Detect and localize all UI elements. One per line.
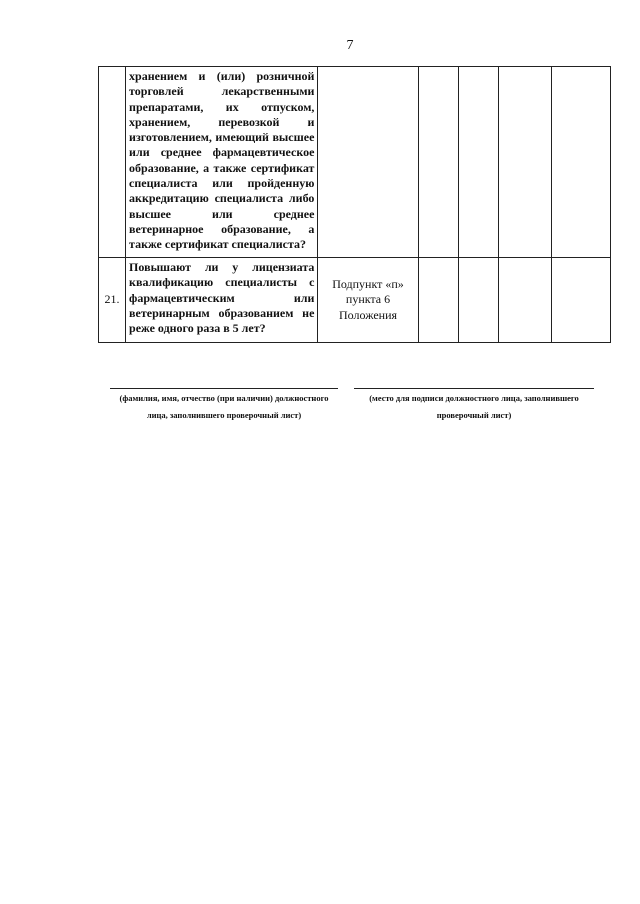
question-cell: [126, 258, 318, 343]
answer-cell-na[interactable]: [498, 258, 551, 343]
row-number: [99, 67, 126, 258]
question-text: хранением и (или) розничной торговлей лекарственными препаратами, их отпуском, хранением, перевозкой и изготовлением, имеющий высшее или среднее фармацевтическое образование, а также сертификат специалиста или пройденную аккредитацию специалиста либо высшее или среднее ветеринарное образование, а также сертификат специалиста?: [129, 69, 315, 252]
answer-cell-note[interactable]: [551, 258, 610, 343]
answer-cell-no[interactable]: [458, 67, 498, 258]
signature-caption-left-line1: (фамилия, имя, отчество (при наличии) должностного: [119, 393, 329, 403]
reference-cell: [318, 67, 418, 258]
signature-caption-left: [102, 391, 346, 422]
checklist-table: [98, 66, 611, 343]
question-cell: [126, 67, 318, 258]
row-number: 21.: [99, 258, 126, 343]
signature-caption-right: [350, 391, 598, 422]
signature-caption-left-line2: лица, заполнившего проверочный лист): [146, 410, 302, 420]
answer-cell-na[interactable]: [498, 67, 551, 258]
reference-text: Подпункт «п» пункта 6 Положения: [332, 277, 404, 322]
page-number: 7: [346, 38, 354, 53]
signature-line-left: [110, 388, 338, 389]
reference-cell: [318, 258, 418, 343]
answer-cell-yes[interactable]: [418, 67, 458, 258]
signature-caption-right-line1: (место для подписи должностного лица, заполнившего: [369, 393, 579, 403]
signature-caption-right-line2: проверочный лист): [436, 410, 512, 420]
answer-cell-no[interactable]: [458, 258, 498, 343]
signature-line-right[interactable]: [354, 388, 594, 389]
answer-cell-yes[interactable]: [418, 258, 458, 343]
question-text: Повышают ли у лицензиата квалификацию специалисты с фармацевтическим или ветеринарным образованием не реже одного раза в 5 лет?: [129, 260, 315, 336]
table-row: [99, 258, 611, 343]
answer-cell-note[interactable]: [551, 67, 610, 258]
table-row: [99, 67, 611, 258]
